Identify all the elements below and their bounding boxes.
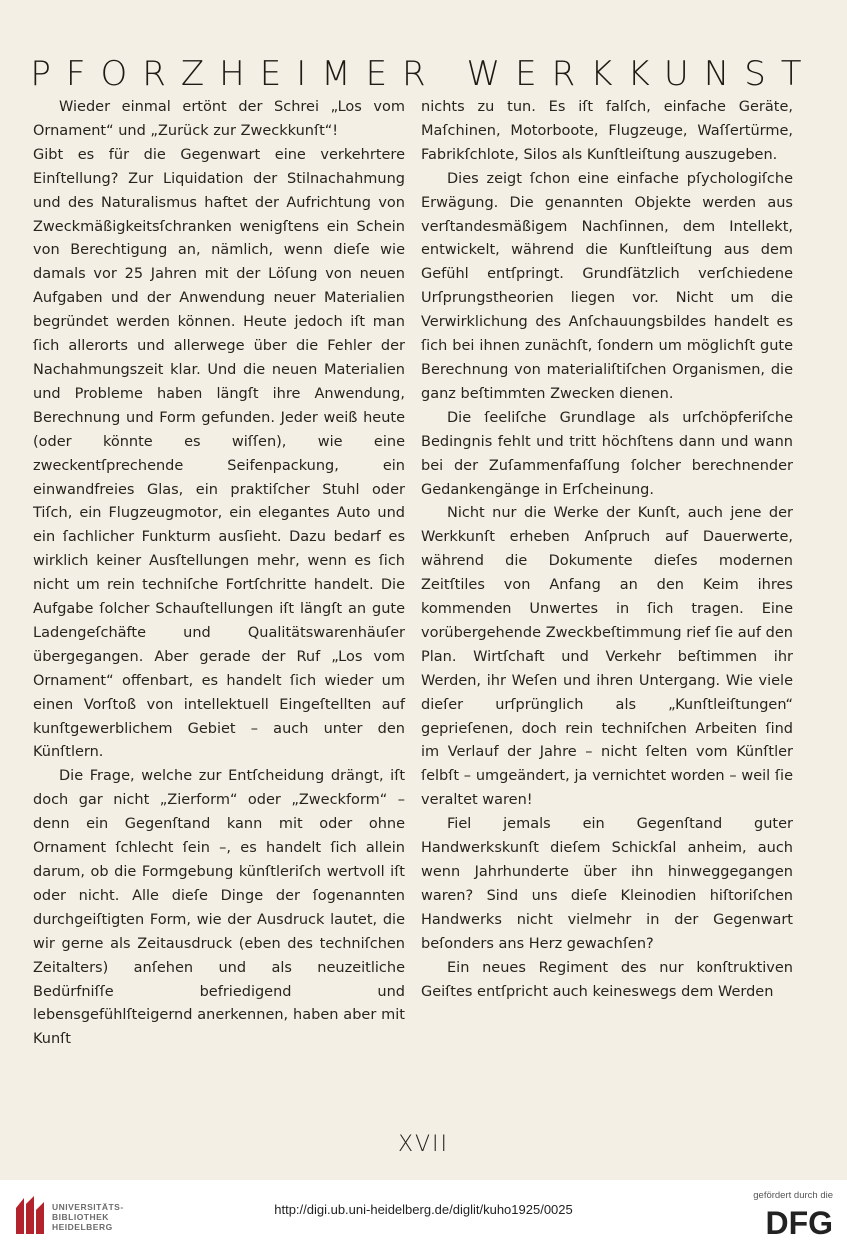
left-paragraph-2: Gibt es für die Gegenwart eine verkehrtere Einſtellung? Zur Liquidation der Stilnachahmung und des Naturalismus haftet der Aufrichtung von Zweckmäßigkeitsſchranken wenigſtens ein Schein von Berechtigung an, nämlich, wenn dieſe wie damals vor 25 Jahren mit der Löſung von neuen Aufgaben und der Anwendung neuer Materialien begründet werden können. Heute jedoch iſt man ſich allerorts und allerwege über die Fehler der Nachahmungszeit klar. Und die neuen Materialien und Probleme haben längſt ihre Anwendung, Berechnung und Form gefunden. Jeder weiß heute (oder könnte es wiſſen), wie eine zweckentſprechende Seifenpackung, ein einwandfreies Glas, ein praktiſcher Stuhl oder Tiſch, ein Flugzeugmotor, ein elegantes Auto und ein ſachlicher Funkturm ausſieht. Dazu bedarf es wirklich keiner Ausſtellungen mehr, wenn es ſich nicht um rein techniſche Fortſchritte handelt. Die Aufgabe ſolcher Schauſtellungen iſt längſt an gute Ladengeſchäfte und Qualitätswarenhäuſer übergegangen. Aber gerade der Ruf „Los vom Ornament“ offenbart, es handelt ſich wieder um einen Vorſtoß von intellektuell Eingeſtellten auf kunſtgewerblichem Gebiet – auch unter den Künſtlern. xyxy=(33,146,405,761)
institution-line-2: BIBLIOTHEK xyxy=(52,1212,109,1222)
left-paragraph-1: Wieder einmal ertönt der Schrei „Los vom Ornament“ und „Zurück zur Zweckkunſt“! xyxy=(33,99,405,139)
dfg-logo-text: DFG xyxy=(765,1205,833,1238)
right-paragraph-6: Ein neues Regiment des nur konſtruktiven Geiſtes entſpricht auch keineswegs dem Werden xyxy=(421,959,793,1000)
footer-bar xyxy=(0,1180,847,1250)
funded-by-label: gefördert durch die xyxy=(753,1190,833,1201)
left-paragraph-3: Die Frage, welche zur Entſcheidung drängt, iſt doch gar nicht „Zierform“ oder „Zweckform“ – denn ein Gegenſtand kann mit oder ohne Ornament ſchlecht ſein –, es handelt ſich allein darum, ob die Formgebung künſtleriſch wertvoll iſt oder nicht. Alle dieſe Dinge der ſogenannten durchgeiſtigten Form, wie der Ausdruck lautet, die wir gerne als Zeitausdruck (eben des techniſchen Zeitalters) anſehen und als neuzeitliche Bedürfniſſe befriedigend und lebensgefühlſteigernd anerkennen, haben aber mit Kunſt xyxy=(33,768,405,1048)
right-paragraph-1: nichts zu tun. Es iſt falſch, einfache Geräte, Maſchinen, Motorboote, Flugzeuge, Waſſertürme, Fabrikſchlote, Silos als Kunſtleiſtung auszugeben. xyxy=(421,99,793,163)
right-paragraph-4: Nicht nur die Werke der Kunſt, auch jene der Werkkunſt erheben Anſpruch auf Dauerwerte, während die Dokumente dieſes modernen Zeitſtiles von Anfang an den Keim ihres kommenden Unwertes in ſich tragen. Eine vorübergehende Zweckbeſtimmung rief ſie auf den Plan. Wirtſchaft und Verkehr beſtimmen ihr Werden, ihr Weſen und ihren Untergang. Wie viele dieſer urſprünglich als „Kunſtleiſtungen“ geprieſenen, doch rein techniſchen Arbeiten ſind im Verlauf der Jahre – nicht ſelten vom Künſtler ſelbſt – umgeändert, ja vernichtet worden – weil ſie veraltet waren! xyxy=(421,505,793,809)
right-paragraph-2: Dies zeigt ſchon eine einfache pſychologiſche Erwägung. Die genannten Objekte werden aus verſtandesmäßigem Nachſinnen, dem Intellekt, entwickelt, während die Kunſtleiſtung aus dem Gefühl entſpringt. Grundſätzlich verſchiedene Urſprungstheorien liegen vor. Nicht um die Verwirklichung des Anſchauungsbildes handelt es ſich bei ihnen zunächſt, ſondern um möglichſt gute Berechnung von materialiſtiſchen Organismen, die ganz beſtimmten Zwecken dienen. xyxy=(421,170,793,402)
right-paragraph-3: Die ſeeliſche Grundlage als urſchöpferiſche Bedingnis fehlt und tritt höchſtens dann und wann bei der Zuſammenfaſſung ſolcher berechnender Gedankengänge in Erſcheinung. xyxy=(421,409,793,498)
right-paragraph-5: Fiel jemals ein Gegenſtand guter Handwerkskunſt dieſem Schickſal anheim, auch wenn Jahrhunderte über ihn hinweggegangen waren? Sind uns dieſe Kleinodien hiſtoriſchen Handwerks nicht vielmehr in der Gegenwart beſonders ans Herz gewachſen? xyxy=(421,816,793,952)
permalink-url[interactable]: http://digi.ub.uni-heidelberg.de/diglit/kuho1925/0025 xyxy=(274,1202,573,1217)
right-column xyxy=(421,96,793,1004)
left-column xyxy=(33,96,405,1052)
institution-line-3: HEIDELBERG xyxy=(52,1222,113,1232)
page-number: XVII xyxy=(397,1132,450,1157)
institution-line-1: UNIVERSITÄTS- xyxy=(52,1202,124,1212)
page-heading: PFORZHEIMER WERKKUNST xyxy=(30,54,817,94)
dfg-logo-icon xyxy=(749,1204,833,1238)
